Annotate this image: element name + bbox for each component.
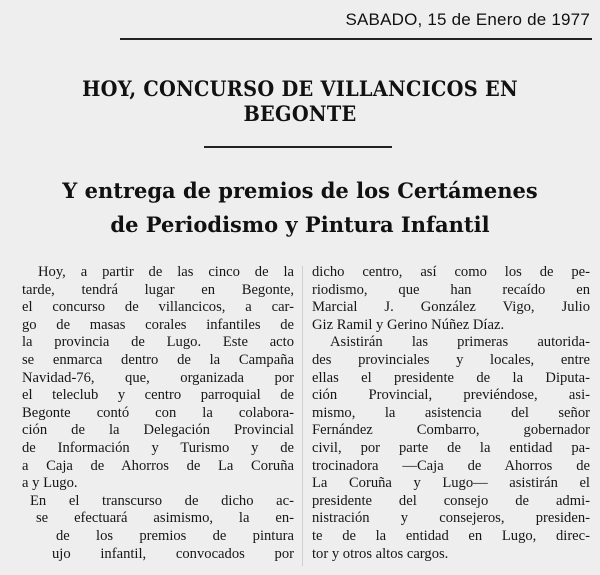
text-line: Begonte contó con la colabora- xyxy=(22,404,294,421)
text-line: ujo infantil, convocados por xyxy=(52,545,294,562)
text-line: ción de la Delegación Provincial xyxy=(22,422,294,439)
text-line: Giz Ramil y Gerino Núñez Díaz. xyxy=(312,316,505,333)
text-line: Asistirán las primeras autorida- xyxy=(330,334,590,351)
text-line: riodismo, que han recaído en xyxy=(312,281,590,298)
subheadline-line-2: de Periodismo y Pintura Infantil xyxy=(110,212,490,237)
text-line: nistración y consejeros, presiden- xyxy=(312,510,590,527)
text-line: se enmarca dentro de la Campaña xyxy=(22,351,294,368)
text-line: el teleclub y centro parroquial de xyxy=(22,387,294,404)
text-line: des provinciales y locales, entre xyxy=(312,351,590,368)
text-line: la provincia de Lugo. Este acto xyxy=(22,334,294,351)
text-line: te de la entidad en Lugo, direc- xyxy=(312,527,590,544)
text-line: se efectuará asimismo, la en- xyxy=(36,510,294,527)
text-line: Fernández Combarro, gobernador xyxy=(312,422,590,439)
article-column-right xyxy=(312,264,590,563)
text-line: a y Lugo. xyxy=(22,475,78,492)
text-line: En el transcurso de dicho ac- xyxy=(30,492,294,509)
dateline: SABADO, 15 de Enero de 1977 xyxy=(345,10,590,29)
text-line: a Caja de Ahorros de La Coruña xyxy=(22,457,294,474)
text-line: de los premios de pintura xyxy=(56,527,294,544)
text-line: ellas el presidente de la Diputa- xyxy=(312,369,590,386)
text-line: Navidad-76, que, organizada por xyxy=(22,369,294,386)
text-line: civil, por parte de la entidad pa- xyxy=(312,439,590,456)
text-line: trocinadora —Caja de Ahorros de xyxy=(312,457,590,474)
text-line: Hoy, a partir de las cinco de la xyxy=(38,264,294,280)
text-line: tor y otros altos cargos. xyxy=(312,545,449,562)
subheadline xyxy=(0,174,600,242)
text-line: ción Provincial, previéndose, asi- xyxy=(312,387,590,404)
article-column-left xyxy=(22,264,294,563)
text-line: el concurso de villancicos, a car- xyxy=(22,299,294,316)
headline-divider xyxy=(204,146,392,148)
subheadline-line-1: Y entrega de premios de los Certámenes xyxy=(62,178,538,203)
text-line: de Información y Turismo y de xyxy=(22,439,294,456)
text-line: La Coruña y Lugo— asistirán el xyxy=(312,475,590,492)
column-divider xyxy=(302,266,303,566)
text-line: tarde, tendrá lugar en Begonte, xyxy=(22,281,294,298)
text-line: presidente del consejo de admi- xyxy=(312,492,590,509)
headline: HOY, CONCURSO DE VILLANCICOS EN BEGONTE xyxy=(82,76,518,126)
text-line: Marcial J. González Vigo, Julio xyxy=(312,299,590,316)
text-line: dicho centro, así como los de pe- xyxy=(312,264,590,280)
text-line: mismo, la asistencia del señor xyxy=(312,404,590,421)
text-line: go de masas corales infantiles de xyxy=(22,316,294,333)
top-rule xyxy=(120,38,592,40)
